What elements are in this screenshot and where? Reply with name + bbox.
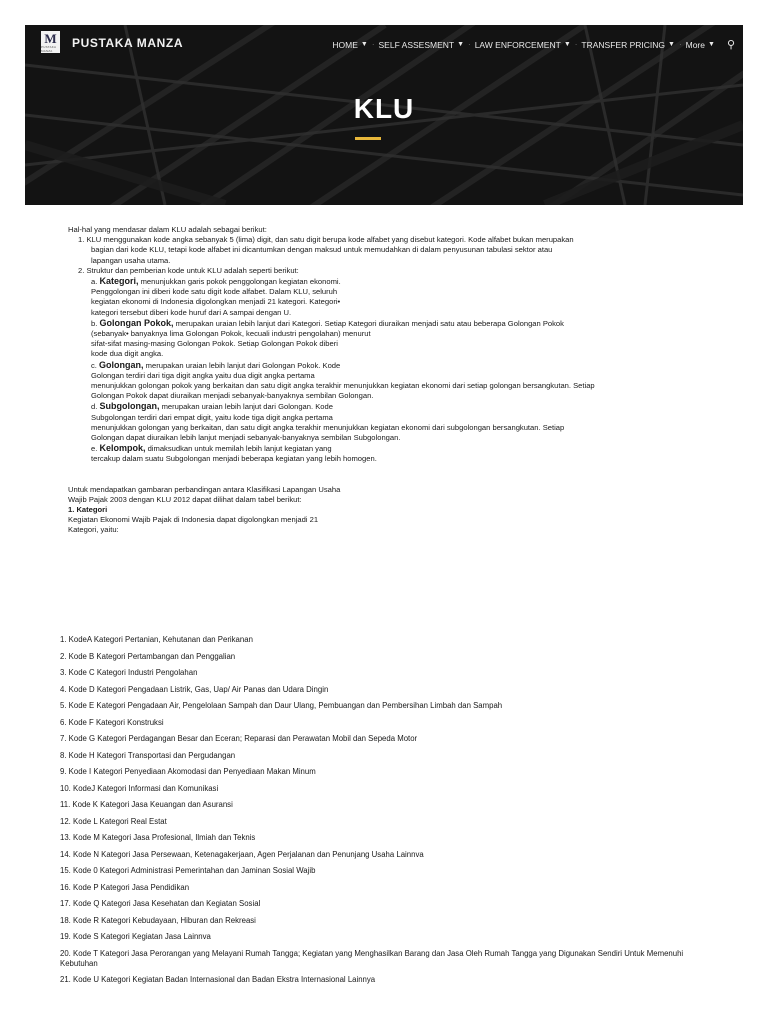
- brand-logo[interactable]: [41, 31, 60, 53]
- nav-item-home[interactable]: HOME ▼: [332, 39, 368, 50]
- term-kelompok: Kelompok,: [99, 443, 146, 454]
- nav-separator: ·: [574, 40, 578, 49]
- title-underline: [355, 137, 381, 140]
- chevron-down-icon: ▼: [563, 41, 571, 48]
- item-a: a. Kategori, menunjukkan garis pokok penggolongan kegiatan ekonomi.: [91, 276, 341, 287]
- nav-item-law-enforcement[interactable]: LAW ENFORCEMENT ▼: [474, 39, 571, 50]
- list-item: 16. Kode P Kategori Jasa Pendidikan: [60, 882, 190, 892]
- logo-subtext: PUSTAKA MANZA: [41, 44, 57, 53]
- nav-separator: ·: [371, 40, 375, 49]
- item-e: e. Kelompok, dimaksudkan untuk memilah lebih lanjut kegiatan yang: [91, 443, 332, 454]
- term-kategori: Kategori,: [99, 276, 139, 287]
- item-d: d. Subgolongan, merupakan uraian lebih lanjut dari Golongan. Kode: [91, 401, 333, 412]
- category-list: [60, 635, 710, 991]
- list-item: 13. Kode M Kategori Jasa Profesional, Ilmiah dan Teknis: [60, 833, 256, 842]
- chevron-down-icon: ▼: [457, 41, 465, 48]
- list-item: 11. Kode K Kategori Jasa Keuangan dan Asuransi: [60, 800, 233, 809]
- list-item: 12. Kode L Kategori Real Estat: [60, 816, 167, 826]
- list-item: 15. Kode 0 Kategori Administrasi Pemerintahan dan Jaminan Sosial Wajib: [60, 866, 316, 875]
- list-item: 9. Kode I Kategori Penyediaan Akomodasi dan Penyediaan Makan Minum: [60, 767, 316, 776]
- list-item: 2. Kode B Kategori Pertambangan dan Penggalian: [60, 651, 236, 661]
- nav-item-self-assesment[interactable]: SELF ASSESMENT ▼: [378, 39, 465, 50]
- item-a-line: kategori tersebut diberi kode huruf dari A sampai dengan U.: [91, 307, 292, 317]
- point-1: 1. KLU menggunakan kode angka sebanyak 5 (lima) digit, dan satu digit berupa kode alfabet yang disebut kategori. Kode alfabet bukan merupakan: [78, 235, 574, 245]
- search-icon[interactable]: ⚲: [726, 39, 735, 51]
- list-item: 4. Kode D Kategori Pengadaan Listrik, Gas, Uap/ Air Panas dan Udara Dingin: [60, 684, 329, 694]
- item-c-line: Golongan Pokok dapat diuraikan menjadi sebanyak-banyaknya sembilan Golongan.: [91, 391, 374, 401]
- top-strip: [0, 0, 768, 25]
- intro-text: Hal-hal yang mendasar dalam KLU adalah sebagai berikut:: [68, 225, 267, 234]
- list-item: 17. Kode Q Kategori Jasa Kesehatan dan Kegiatan Sosial: [60, 899, 261, 908]
- chevron-down-icon: ▼: [708, 41, 715, 48]
- item-c-line: menunjukkan golongan pokok yang berkaitan dan satu digit angka terakhir menunjukkan kegiatan ekonomi dari setiap golongan bersangkutan. Setiap: [91, 381, 595, 391]
- point-1-line-2: bagian dari kode KLU, tetapi kode alfabet ini dicantumkan dengan maksud untuk memudahkan di dalam penyusunan tabulasi sektor atau: [91, 245, 553, 255]
- list-item: 19. Kode S Kategori Kegiatan Jasa Lainnva: [60, 932, 211, 941]
- item-b-line: sifat-sifat masing-masing Golongan Pokok. Setiap Golongan Pokok diberi: [91, 339, 338, 349]
- item-d-line: menunjukkan golongan yang berkaitan, dan satu digit angka terakhir menunjukkan kegiatan ekonomi dari subgolongan bersangkutan. Setiap: [91, 422, 565, 432]
- item-a-line: kegiatan ekonomi di Indonesia digolongkan menjadi 21 kategori. Kategori•: [91, 297, 341, 307]
- spacer: [68, 465, 710, 475]
- list-item: 21. Kode U Kategori Kegiatan Badan Internasional dan Badan Ekstra Internasional Lainnya: [60, 974, 376, 984]
- item-a-line: Penggolongan ini diberi kode satu digit kode alfabet. Dalam KLU, seluruh: [91, 287, 338, 297]
- comparison-text: Untuk mendapatkan gambaran perbandingan antara Klasifikasi Lapangan Usaha: [68, 484, 341, 494]
- item-e-line: tercakup dalam suatu Subgolongan menjadi beberapa kegiatan yang lebih homogen.: [91, 454, 377, 464]
- item-b-line: (sebanyak• banyaknya lima Golongan Pokok, kecuali industri pengolahan) menurut: [91, 329, 371, 339]
- list-item: 8. Kode H Kategori Transportasi dan Pergudangan: [60, 750, 236, 760]
- list-item: 1. KodeA Kategori Pertanian, Kehutanan dan Perikanan: [60, 635, 253, 644]
- nav-item-more[interactable]: More ▼: [685, 39, 715, 50]
- list-item: 7. Kode G Kategori Perdagangan Besar dan Eceran; Reparasi dan Perawatan Mobil dan Sepeda Motor: [60, 734, 418, 743]
- nav-menu: [332, 38, 735, 51]
- item-b-line: kode dua digit angka.: [91, 349, 164, 359]
- chevron-down-icon: ▼: [668, 41, 675, 48]
- nav-separator: ·: [468, 40, 471, 49]
- nav-item-transfer-pricing[interactable]: TRANSFER PRICING ▼: [581, 39, 675, 50]
- kategori-text-2: Kategori, yaitu:: [68, 525, 119, 535]
- list-item: 3. Kode C Kategori Industri Pengolahan: [60, 668, 198, 677]
- brand-name[interactable]: PUSTAKA MANZA: [72, 36, 184, 50]
- list-item: 20. Kode T Kategori Jasa Perorangan yang Melayani Rumah Tangga; Kegiatan yang Menghasilkan Barang dan Jasa Oleh Rumah Tangga yang Digunakan Sendiri Untuk Memenuhi Kebutuhan: [60, 948, 684, 968]
- item-d-line: Subgolongan terdiri dari empat digit, yaitu kode tiga digit angka pertama: [91, 412, 333, 422]
- list-item: 6. Kode F Kategori Konstruksi: [60, 717, 164, 727]
- item-b: b. Golongan Pokok, merupakan uraian lebih lanjut dari Kategori. Setiap Kategori diuraikan menjadi satu atau beberapa Golongan Pokok: [91, 317, 564, 328]
- logo-letter: M: [44, 30, 57, 46]
- comparison-text-2: Wajib Pajak 2003 dengan KLU 2012 dapat dilihat dalam tabel berikut:: [68, 494, 302, 504]
- point-2: 2. Struktur dan pemberian kode untuk KLU adalah seperti berikut:: [78, 265, 299, 275]
- item-c: c. Golongan, merupakan uraian lebih lanjut dari Golongan Pokok. Kode: [91, 359, 341, 370]
- list-item: 14. Kode N Kategori Jasa Persewaan, Ketenagakerjaan, Agen Perjalanan dan Penunjang Usaha Lainnva: [60, 849, 424, 859]
- hero-banner: [25, 25, 743, 205]
- nav-separator: ·: [678, 40, 682, 49]
- document-body: [68, 225, 710, 536]
- term-subgolongan: Subgolongan,: [99, 401, 160, 412]
- point-1-line-3: lapangan usaha utama.: [91, 255, 171, 265]
- chevron-down-icon: ▼: [360, 41, 368, 48]
- item-c-line: Golongan terdiri dari tiga digit angka yaitu dua digit angka pertama: [91, 370, 315, 380]
- term-golongan-pokok: Golongan Pokok,: [99, 317, 174, 328]
- spacer: [68, 475, 710, 485]
- item-d-line: Golongan dapat diuraikan lebih lanjut menjadi sebanyak-banyaknya sembilan Subgolongan.: [91, 433, 401, 443]
- list-item: 5. Kode E Kategori Pengadaan Air, Pengelolaan Sampah dan Daur Ulang, Pembuangan dan Pembersihan Limbah dan Sampah: [60, 701, 503, 710]
- top-navigation: [25, 25, 743, 61]
- list-item: 18. Kode R Kategori Kebudayaan, Hiburan dan Rekreasi: [60, 915, 256, 925]
- page-title: KLU: [353, 93, 415, 124]
- list-item: 10. KodeJ Kategori Informasi dan Komunikasi: [60, 783, 219, 793]
- kategori-text: Kegiatan Ekonomi Wajib Pajak di Indonesia dapat digolongkan menjadi 21: [68, 515, 319, 525]
- kategori-heading: 1. Kategori: [68, 505, 108, 515]
- term-golongan: Golongan,: [99, 359, 144, 370]
